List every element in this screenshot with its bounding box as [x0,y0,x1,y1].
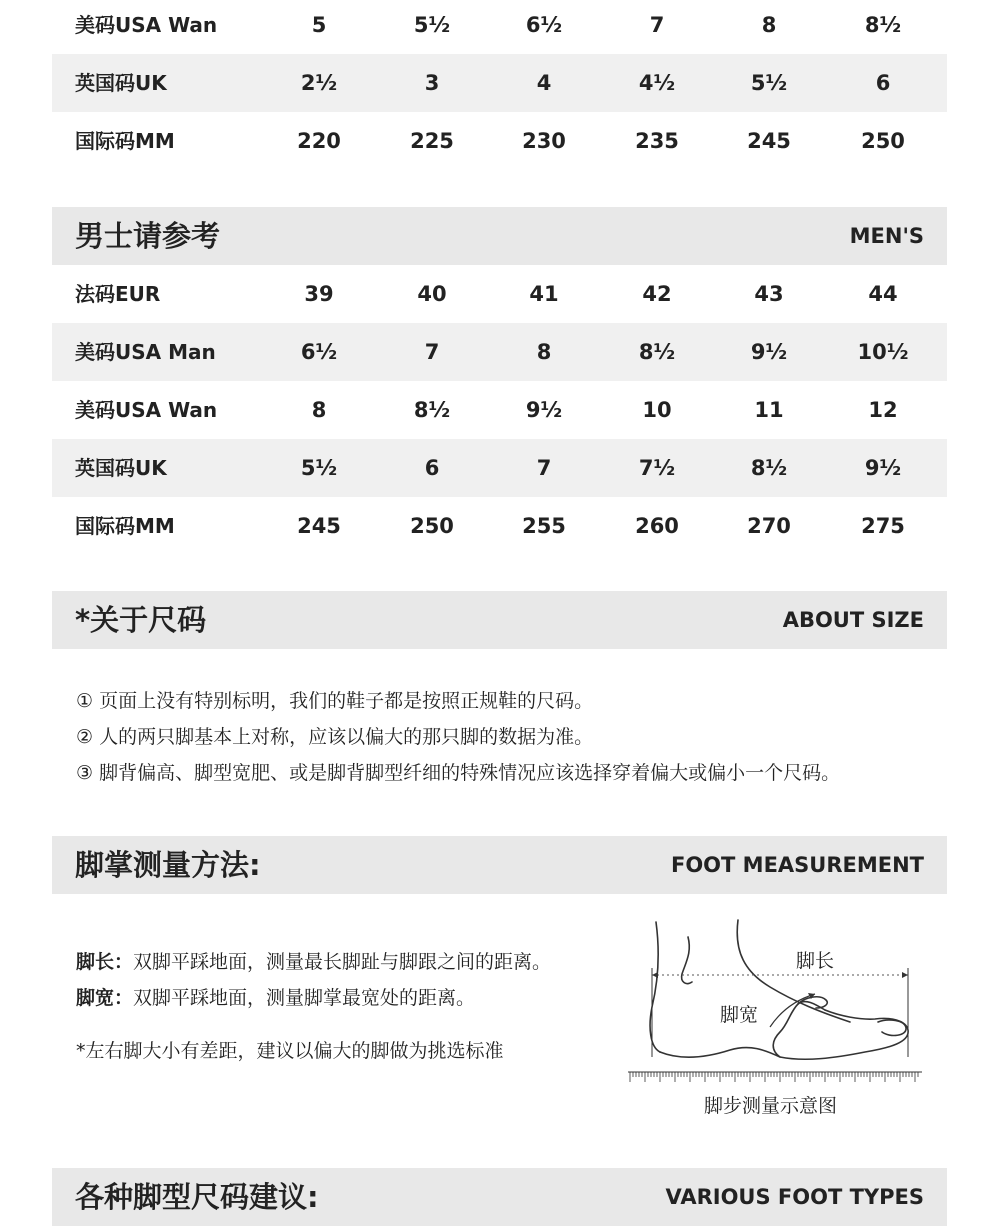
size-cell: 8½ [638,340,676,364]
size-cell: 8½ [750,456,788,480]
size-cell: 6 [875,71,891,95]
size-cell: 8 [311,398,327,422]
about-size-title: *关于尺码 [75,603,207,637]
diagram-length-label: 脚长 [796,950,835,972]
table-row [52,112,947,170]
size-cell: 245 [747,129,791,153]
foot-width-note [76,983,475,1010]
foot-measurement-subtitle: FOOT MEASUREMENT [670,853,924,877]
size-cell: 255 [522,514,566,538]
row-label: 英国码UK [75,456,167,480]
table-row [52,323,947,381]
size-cell: 5½ [750,71,788,95]
size-cell: 44 [868,282,898,306]
table-row [52,0,947,54]
size-cell: 8 [761,13,777,37]
size-cell: 4½ [638,71,676,95]
diagram-width-label: 脚宽 [720,1004,759,1026]
size-cell: 9½ [864,456,902,480]
size-cell: 230 [522,129,566,153]
size-cell: 5 [311,13,327,37]
size-cell: 250 [410,514,454,538]
size-cell: 7 [424,340,440,364]
size-cell: 3 [424,71,440,95]
about-note-1: ① 页面上没有特别标明，我们的鞋子都是按照正规鞋的尺码。 [76,690,594,712]
size-cell: 270 [747,514,791,538]
size-cell: 10 [642,398,672,422]
foot-measurement-header [52,836,947,894]
size-cell: 8½ [413,398,451,422]
size-cell: 41 [529,282,559,306]
row-label: 法码EUR [75,282,161,306]
size-cell: 4 [536,71,552,95]
table-row [52,54,947,112]
size-cell: 8½ [864,13,902,37]
table-row [52,497,947,555]
size-cell: 275 [861,514,905,538]
size-cell: 11 [754,398,784,422]
size-cell: 220 [297,129,341,153]
size-cell: 260 [635,514,679,538]
table-row [52,439,947,497]
foot-types-subtitle: VARIOUS FOOT TYPES [665,1185,924,1209]
table-row [52,381,947,439]
foot-length-note [76,947,551,974]
men-section-header [52,207,947,265]
size-cell: 9½ [750,340,788,364]
size-cell: 245 [297,514,341,538]
foot-width-text: 双脚平踩地面，测量脚掌最宽处的距离。 [133,987,476,1009]
foot-types-title: 各种脚型尺码建议: [75,1180,319,1214]
size-cell: 225 [410,129,454,153]
row-label: 美码USA Wan [75,398,218,422]
size-cell: 7 [649,13,665,37]
foot-tip-note: *左右脚大小有差距，建议以偏大的脚做为挑选标准 [76,1040,504,1062]
about-size-header [52,591,947,649]
about-size-subtitle: ABOUT SIZE [782,608,924,632]
size-cell: 6½ [300,340,338,364]
row-label: 美码USA Man [75,340,216,364]
ruler-icon [620,1060,930,1090]
foot-width-term: 脚宽： [76,987,134,1009]
row-label: 国际码MM [75,129,175,153]
row-label: 美码USA Wan [75,13,218,37]
foot-types-header [52,1168,947,1226]
size-cell: 39 [304,282,334,306]
about-note-3: ③ 脚背偏高、脚型宽肥、或是脚背脚型纤细的特殊情况应该选择穿着偏大或偏小一个尺码。 [76,762,841,784]
men-section-subtitle: MEN'S [849,224,924,248]
size-cell: 250 [861,129,905,153]
row-label: 国际码MM [75,514,175,538]
size-cell: 6½ [525,13,563,37]
size-cell: 8 [536,340,552,364]
foot-measurement-diagram [620,912,930,1122]
size-cell: 43 [754,282,784,306]
size-cell: 10½ [857,340,909,364]
size-cell: 2½ [300,71,338,95]
about-note-2: ② 人的两只脚基本上对称，应该以偏大的那只脚的数据为准。 [76,726,594,748]
foot-length-text: 双脚平踩地面，测量最长脚趾与脚跟之间的距离。 [133,951,552,973]
diagram-caption: 脚步测量示意图 [704,1095,838,1117]
men-section-title: 男士请参考 [75,219,221,253]
size-cell: 42 [642,282,672,306]
table-row [52,265,947,323]
foot-length-term: 脚长： [76,951,134,973]
size-cell: 235 [635,129,679,153]
foot-measurement-title: 脚掌测量方法: [75,848,261,882]
size-cell: 5½ [300,456,338,480]
row-label: 英国码UK [75,71,167,95]
size-cell: 40 [417,282,447,306]
size-cell: 7 [536,456,552,480]
size-cell: 6 [424,456,440,480]
size-cell: 5½ [413,13,451,37]
size-cell: 7½ [638,456,676,480]
size-cell: 9½ [525,398,563,422]
size-cell: 12 [868,398,898,422]
